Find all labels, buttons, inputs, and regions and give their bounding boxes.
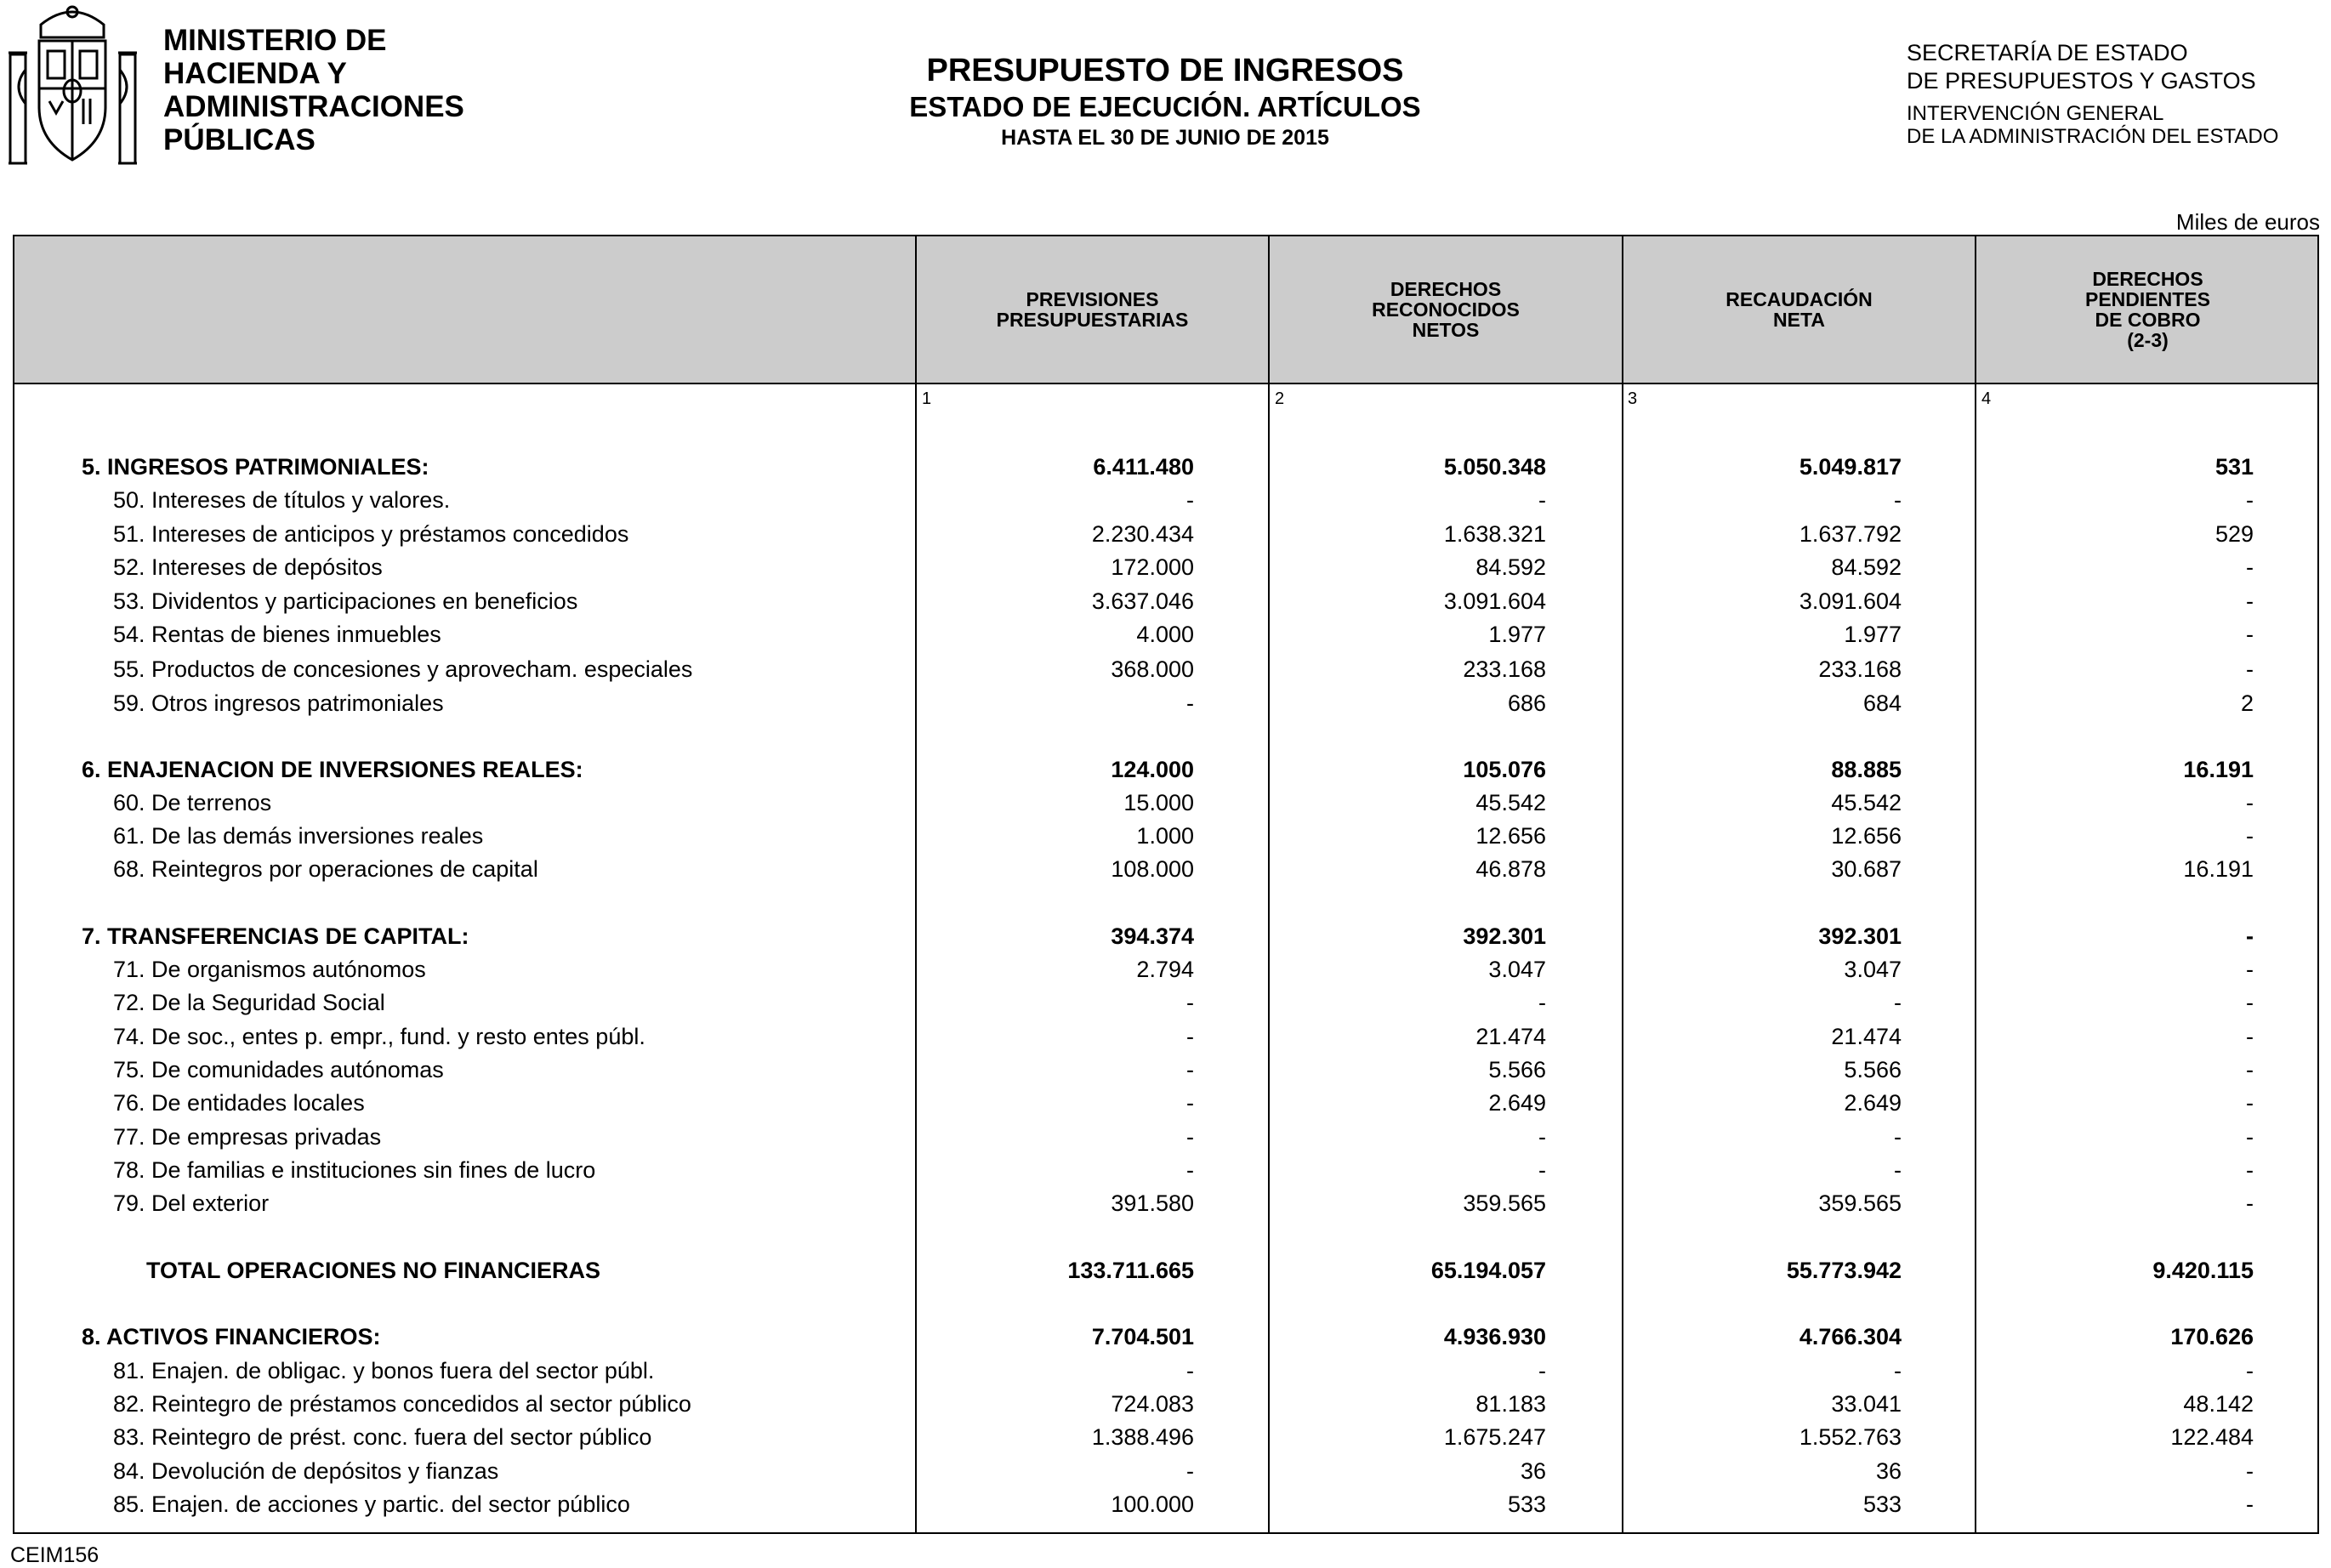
table-row — [0, 790, 2331, 821]
table-row — [0, 1491, 2331, 1522]
cell-value: - — [1186, 1157, 1194, 1183]
row-label: 83. Reintegro de prést. conc. fuera del sector público — [113, 1424, 652, 1450]
row-label: 61. De las demás inversiones reales — [113, 823, 484, 849]
row-label: 85. Enajen. de acciones y partic. del sector público — [113, 1491, 630, 1517]
section-row — [0, 454, 2331, 485]
cell-value: 65.194.057 — [1430, 1258, 1546, 1283]
cell-value: - — [1894, 990, 1902, 1015]
cell-value: 48.142 — [2183, 1391, 2254, 1417]
cell-value: 105.076 — [1463, 757, 1546, 782]
cell-value: - — [1186, 1057, 1194, 1082]
table-row — [0, 1024, 2331, 1054]
cell-value: - — [1186, 1024, 1194, 1049]
cell-value: - — [1186, 487, 1194, 513]
cell-value: 55.773.942 — [1786, 1258, 1902, 1283]
cell-value: 5.050.348 — [1443, 454, 1546, 480]
cell-value: - — [2246, 1057, 2254, 1082]
row-label: TOTAL OPERACIONES NO FINANCIERAS — [146, 1258, 601, 1283]
cell-value: 233.168 — [1463, 656, 1546, 682]
cell-value: 391.580 — [1111, 1190, 1194, 1216]
cell-value: 2.794 — [1136, 957, 1194, 982]
cell-value: 5.566 — [1488, 1057, 1546, 1082]
cell-value: - — [2246, 1458, 2254, 1484]
cell-value: 21.474 — [1475, 1024, 1546, 1049]
cell-value: 100.000 — [1111, 1491, 1194, 1517]
column-number: 3 — [1628, 389, 1638, 408]
cell-value: - — [2246, 487, 2254, 513]
cell-value: - — [1538, 1358, 1546, 1383]
cell-value: 4.936.930 — [1443, 1324, 1546, 1349]
table-row — [0, 990, 2331, 1020]
table-row — [0, 690, 2331, 721]
cell-value: 133.711.665 — [1067, 1258, 1194, 1283]
units-label: Miles de euros — [2175, 209, 2320, 235]
row-label: 84. Devolución de depósitos y fianzas — [113, 1458, 499, 1484]
cell-value: 16.191 — [2183, 856, 2254, 882]
cell-value: 686 — [1507, 690, 1546, 716]
cell-value: 21.474 — [1831, 1024, 1902, 1049]
cell-value: 4.766.304 — [1799, 1324, 1902, 1349]
cell-value: 684 — [1862, 690, 1902, 716]
cell-value: - — [1538, 1124, 1546, 1150]
row-label: 7. TRANSFERENCIAS DE CAPITAL: — [82, 923, 469, 949]
cell-value: 12.656 — [1475, 823, 1546, 849]
cell-value: 16.191 — [2183, 757, 2254, 782]
section-row — [0, 1324, 2331, 1355]
cell-value: 1.675.247 — [1443, 1424, 1546, 1450]
cell-value: - — [1186, 990, 1194, 1015]
cell-value: 15.000 — [1123, 790, 1194, 815]
cell-value: 88.885 — [1831, 757, 1902, 782]
cell-value: 3.637.046 — [1091, 588, 1194, 614]
cell-value: - — [1186, 1124, 1194, 1150]
cell-value: 7.704.501 — [1091, 1324, 1194, 1349]
table-row — [0, 1124, 2331, 1155]
table-row — [0, 856, 2331, 887]
cell-value: 12.656 — [1831, 823, 1902, 849]
ministry-line: PÚBLICAS — [163, 123, 316, 156]
cell-value: - — [2246, 656, 2254, 682]
cell-value: 1.638.321 — [1443, 521, 1546, 547]
column-number: 2 — [1275, 389, 1285, 408]
table-row — [0, 656, 2331, 687]
column-header-derechos-reconocidos: DERECHOS RECONOCIDOS NETOS — [1372, 278, 1520, 341]
column-header-pendientes: DERECHOS PENDIENTES DE COBRO (2-3) — [2085, 268, 2210, 351]
cell-value: 1.552.763 — [1799, 1424, 1902, 1450]
cell-value: 36 — [1875, 1458, 1902, 1484]
cell-value: 33.041 — [1831, 1391, 1902, 1417]
cell-value: 1.977 — [1844, 622, 1902, 647]
cell-value: - — [2246, 1124, 2254, 1150]
cell-value: 2 — [2240, 690, 2254, 716]
row-label: 72. De la Seguridad Social — [113, 990, 385, 1015]
table-row — [0, 1190, 2331, 1221]
cell-value: - — [2246, 957, 2254, 982]
table-row — [0, 1157, 2331, 1188]
cell-value: 172.000 — [1111, 554, 1194, 580]
cell-value: 45.542 — [1831, 790, 1902, 815]
cell-value: - — [1538, 487, 1546, 513]
cell-value: - — [2246, 1157, 2254, 1183]
row-label: 55. Productos de concesiones y aprovecham. especiales — [113, 656, 693, 682]
cell-value: 394.374 — [1111, 923, 1194, 949]
cell-value: - — [2246, 1090, 2254, 1116]
cell-value: 3.047 — [1844, 957, 1902, 982]
table-row — [0, 622, 2331, 652]
cell-value: - — [2246, 923, 2254, 949]
row-label: 78. De familias e instituciones sin fines de lucro — [113, 1157, 596, 1183]
cell-value: - — [1538, 990, 1546, 1015]
cell-value: 170.626 — [2170, 1324, 2254, 1349]
cell-value: 2.230.434 — [1091, 521, 1194, 547]
cell-value: 84.592 — [1831, 554, 1902, 580]
cell-value: - — [1186, 1090, 1194, 1116]
cell-value: - — [2246, 990, 2254, 1015]
cell-value: 359.565 — [1818, 1190, 1902, 1216]
report-subtitle: ESTADO DE EJECUCIÓN. ARTÍCULOS — [909, 91, 1421, 122]
table-row — [0, 588, 2331, 619]
table-row — [0, 554, 2331, 585]
cell-value: 2.649 — [1844, 1090, 1902, 1116]
form-code: CEIM156 — [10, 1543, 99, 1567]
cell-value: - — [1894, 1358, 1902, 1383]
cell-value: 2.649 — [1488, 1090, 1546, 1116]
column-header-recaudacion: RECAUDACIÓN NETA — [1726, 288, 1873, 331]
row-label: 76. De entidades locales — [113, 1090, 365, 1116]
row-label: 75. De comunidades autónomas — [113, 1057, 444, 1082]
row-label: 52. Intereses de depósitos — [113, 554, 383, 580]
row-label: 79. Del exterior — [113, 1190, 270, 1216]
secretaria-line: SECRETARÍA DE ESTADO — [1907, 40, 2188, 65]
row-label: 82. Reintegro de préstamos concedidos al sector público — [113, 1391, 691, 1417]
cell-value: 531 — [2214, 454, 2254, 480]
row-label: 77. De empresas privadas — [113, 1124, 382, 1150]
cell-value: - — [1538, 1157, 1546, 1183]
row-label: 5. INGRESOS PATRIMONIALES: — [82, 454, 429, 480]
cell-value: - — [2246, 823, 2254, 849]
cell-value: 46.878 — [1475, 856, 1546, 882]
table-row — [0, 1057, 2331, 1088]
cell-value: - — [2246, 1491, 2254, 1517]
row-label: 54. Rentas de bienes inmuebles — [113, 622, 441, 647]
table-row — [0, 1391, 2331, 1422]
ministry-name — [163, 24, 464, 156]
cell-value: - — [1186, 1358, 1194, 1383]
intervencion-line: DE LA ADMINISTRACIÓN DEL ESTADO — [1907, 125, 2279, 148]
cell-value: - — [2246, 554, 2254, 580]
row-label: 8. ACTIVOS FINANCIEROS: — [82, 1324, 381, 1349]
cell-value: 359.565 — [1463, 1190, 1546, 1216]
column-header-previsiones: PREVISIONES PRESUPUESTARIAS — [996, 288, 1189, 331]
cell-value: 1.977 — [1488, 622, 1546, 647]
cell-value: 4.000 — [1136, 622, 1194, 647]
cell-value: 45.542 — [1475, 790, 1546, 815]
cell-value: - — [2246, 1024, 2254, 1049]
table-row — [0, 1358, 2331, 1389]
table-row — [0, 1458, 2331, 1489]
table-row — [0, 487, 2331, 518]
ministry-line: MINISTERIO DE — [163, 24, 387, 57]
cell-value: 124.000 — [1111, 757, 1194, 782]
ministry-line: HACIENDA Y — [163, 57, 347, 90]
cell-value: 5.566 — [1844, 1057, 1902, 1082]
cell-value: 1.388.496 — [1091, 1424, 1194, 1450]
table-row — [0, 1424, 2331, 1455]
row-label: 68. Reintegros por operaciones de capital — [113, 856, 538, 882]
row-label: 60. De terrenos — [113, 790, 272, 815]
row-label: 81. Enajen. de obligac. y bonos fuera del sector públ. — [113, 1358, 655, 1383]
cell-value: 36 — [1520, 1458, 1546, 1484]
table-row — [0, 957, 2331, 987]
section-row — [0, 757, 2331, 787]
cell-value: 392.301 — [1463, 923, 1546, 949]
cell-value: - — [2246, 790, 2254, 815]
table-row — [0, 823, 2331, 854]
cell-value: 1.637.792 — [1799, 521, 1902, 547]
coat-of-arms-icon — [7, 3, 139, 167]
row-label: 53. Dividentos y participaciones en beneficios — [113, 588, 578, 614]
cell-value: - — [1894, 1157, 1902, 1183]
column-number: 1 — [922, 389, 932, 408]
intervencion-line: INTERVENCIÓN GENERAL — [1907, 102, 2164, 125]
cell-value: - — [1894, 487, 1902, 513]
cell-value: 30.687 — [1831, 856, 1902, 882]
secretaria-line: DE PRESUPUESTOS Y GASTOS — [1907, 68, 2256, 94]
cell-value: 392.301 — [1818, 923, 1902, 949]
cell-value: 84.592 — [1475, 554, 1546, 580]
cell-value: 529 — [2214, 521, 2254, 547]
column-number: 4 — [1981, 389, 1992, 408]
cell-value: 368.000 — [1111, 656, 1194, 682]
row-label: 59. Otros ingresos patrimoniales — [113, 690, 444, 716]
row-label: 74. De soc., entes p. empr., fund. y resto entes públ. — [113, 1024, 645, 1049]
cell-value: 233.168 — [1818, 656, 1902, 682]
ministry-line: ADMINISTRACIONES — [163, 90, 464, 123]
issuing-office — [1907, 39, 2278, 148]
report-period: HASTA EL 30 DE JUNIO DE 2015 — [1001, 126, 1329, 150]
cell-value: 3.091.604 — [1443, 588, 1546, 614]
cell-value: 5.049.817 — [1799, 454, 1902, 480]
section-row — [0, 923, 2331, 954]
cell-value: - — [1186, 690, 1194, 716]
cell-value: - — [2246, 1358, 2254, 1383]
cell-value: - — [2246, 588, 2254, 614]
cell-value: 122.484 — [2170, 1424, 2254, 1450]
cell-value: 1.000 — [1136, 823, 1194, 849]
row-label: 50. Intereses de títulos y valores. — [113, 487, 451, 513]
cell-value: 6.411.480 — [1093, 454, 1194, 480]
total-row — [0, 1258, 2331, 1288]
cell-value: 9.420.115 — [2152, 1258, 2254, 1283]
row-label: 6. ENAJENACION DE INVERSIONES REALES: — [82, 757, 583, 782]
cell-value: 3.047 — [1488, 957, 1546, 982]
cell-value: 724.083 — [1111, 1391, 1194, 1417]
table-row — [0, 1090, 2331, 1121]
cell-value: 533 — [1862, 1491, 1902, 1517]
table-row — [0, 521, 2331, 552]
cell-value: 81.183 — [1475, 1391, 1546, 1417]
cell-value: - — [2246, 1190, 2254, 1216]
report-title: PRESUPUESTO DE INGRESOS — [926, 53, 1404, 88]
cell-value: 533 — [1507, 1491, 1546, 1517]
cell-value: - — [1894, 1124, 1902, 1150]
cell-value: - — [1186, 1458, 1194, 1484]
cell-value: - — [2246, 622, 2254, 647]
row-label: 71. De organismos autónomos — [113, 957, 426, 982]
cell-value: 3.091.604 — [1799, 588, 1902, 614]
row-label: 51. Intereses de anticipos y préstamos concedidos — [113, 521, 629, 547]
cell-value: 108.000 — [1111, 856, 1194, 882]
